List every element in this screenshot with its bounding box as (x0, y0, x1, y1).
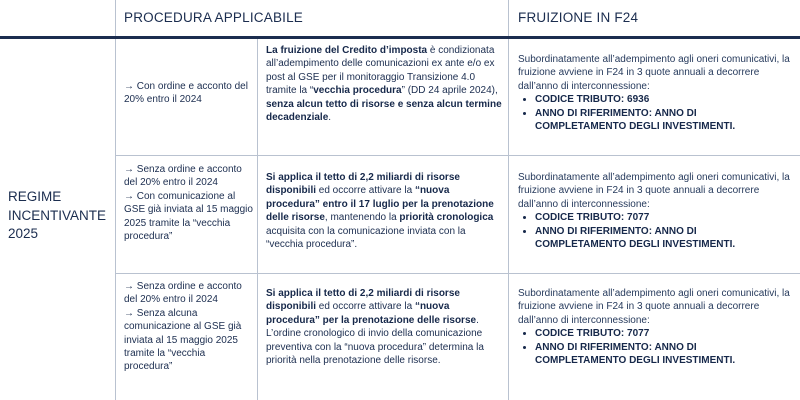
grid-line (115, 0, 116, 36)
fruizione-cell: Subordinatamente all’adempimento agli oneri comunicativi, la fruizione avviene in F24 in 3 quote annuali a decorrere dall’anno di interconnessione: • CODICE TRIBUTO: 7077 • ANNO DI RIFERIMENTO: ANNO DI COMPLETAMENTO DEGLI INVESTIMENTI. (518, 287, 790, 367)
header-fruizione: FRUIZIONE IN F24 (518, 10, 639, 25)
list-item: • ANNO DI RIFERIMENTO: ANNO DI COMPLETAMENTO DEGLI INVESTIMENTI. (535, 107, 790, 134)
fruizione-cell: Subordinatamente all’adempimento agli oneri comunicativi, la fruizione avviene in F24 in 3 quote annuali a decorrere dall’anno di interconnessione: • CODICE TRIBUTO: 6936 • ANNO DI RIFERIMENTO: ANNO DI COMPLETAMENTO DEGLI INVESTIMENTI. (518, 53, 790, 133)
list-item: • ANNO DI RIFERIMENTO: ANNO DI COMPLETAMENTO DEGLI INVESTIMENTI. (535, 225, 790, 252)
fruizione-cell: Subordinatamente all’adempimento agli oneri comunicativi, la fruizione avviene in F24 in 3 quote annuali a decorrere dall’anno di interconnessione: • CODICE TRIBUTO: 7077 • ANNO DI RIFERIMENTO: ANNO DI COMPLETAMENTO DEGLI INVESTIMENTI. (518, 171, 790, 251)
procedure-cell: La fruizione del Credito d’imposta è condizionata all’adempimento delle comunicazioni ex ante e/o ex post al GSE per il monitoraggio Transizione 4.0 tramite la “vecchia procedura” (DD 24 aprile 2024), senza alcun tetto di risorse e senza alcun termine decadenziale. (266, 45, 502, 124)
regime-label: REGIME INCENTIVANTE 2025 (8, 189, 107, 241)
grid-line (508, 39, 509, 400)
table-header (0, 0, 800, 39)
grid-line (257, 39, 258, 400)
procedure-cell: Si applica il tetto di 2,2 miliardi di risorse disponibili ed occorre attivare la “nuova procedura” entro il 17 luglio per la prenotazione delle risorse, mantenendo la priorità cronologica acquisita con la comunicazione inviata con la “vecchia procedura”. (266, 172, 494, 251)
list-item: • ANNO DI RIFERIMENTO: ANNO DI COMPLETAMENTO DEGLI INVESTIMENTI. (535, 341, 790, 368)
list-item: • CODICE TRIBUTO: 7077 (535, 211, 790, 224)
grid-line (115, 39, 116, 400)
procedure-cell: Si applica il tetto di 2,2 miliardi di risorse disponibili ed occorre attivare la “nuova procedura” per la prenotazione delle risorse. L’ordine cronologico di invio della comunicazione preventiva con la “nuova procedura” determina la priorità nella prenotazione delle risorse. (266, 288, 484, 367)
condition-cell: → Senza ordine e acconto del 20% entro il 2024 → Con comunicazione al GSE già inviata al 15 maggio 2025 tramite la “vecchia procedura” (124, 164, 253, 243)
header-procedura: PROCEDURA APPLICABILE (124, 10, 304, 25)
row-divider (115, 273, 800, 274)
condition-cell: → Senza ordine e acconto del 20% entro il 2024 → Senza alcuna comunicazione al GSE già inviata al 15 maggio 2025 tramite la “vecchia procedura” (124, 281, 242, 373)
grid-line (508, 0, 509, 36)
list-item: • CODICE TRIBUTO: 7077 (535, 327, 790, 340)
list-item: • CODICE TRIBUTO: 6936 (535, 93, 790, 106)
row-divider (115, 155, 800, 156)
condition-cell: → Con ordine e acconto del 20% entro il 2024 (124, 81, 248, 106)
